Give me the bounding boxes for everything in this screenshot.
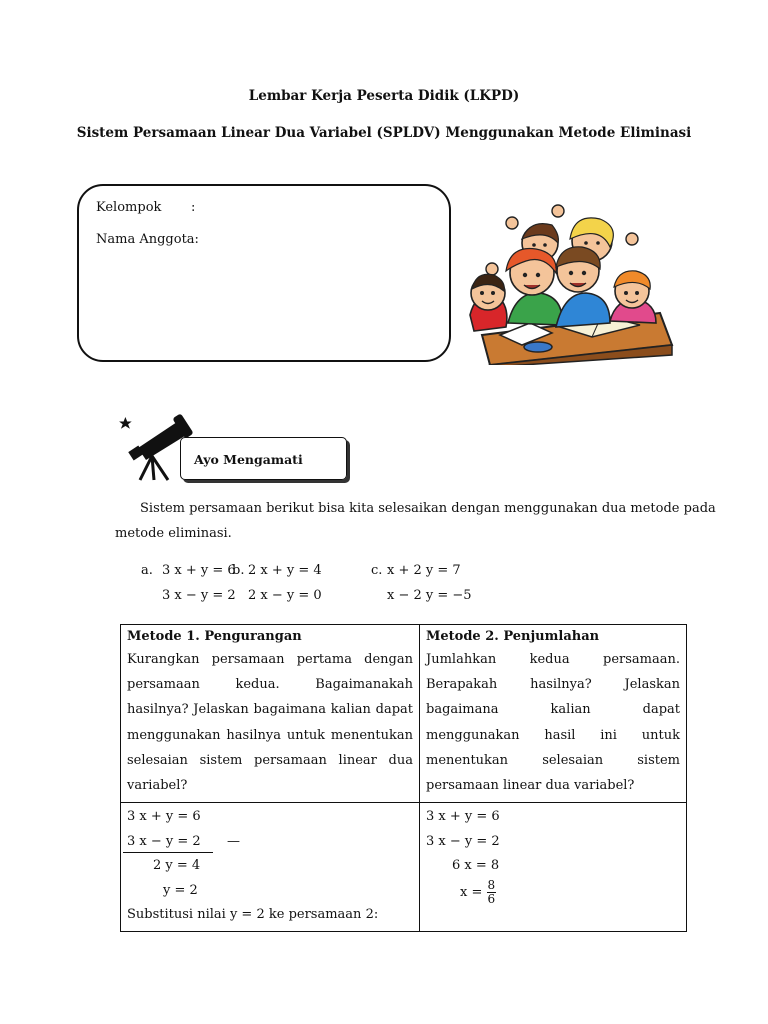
fraction [487, 879, 497, 906]
intro-line-2: metode eliminasi. [115, 526, 232, 541]
kelompok-colon: : [191, 200, 196, 215]
work-2-line-4 [426, 879, 680, 906]
system-b-eq1: 2 x + y = 4 [248, 563, 322, 578]
subtraction-sign: — [227, 833, 240, 849]
system-c-eq1: x + 2 y = 7 [387, 563, 461, 578]
methods-table [120, 624, 687, 932]
section-label: Ayo Mengamati [194, 452, 303, 467]
method-1-cell [121, 625, 420, 803]
kelompok-row [96, 200, 196, 215]
page-subtitle: Sistem Persamaan Linear Dua Variabel (SPLDV) Menggunakan Metode Eliminasi [76, 125, 692, 141]
work-2-line-3: 6 x = 8 [452, 858, 500, 873]
system-a-label: a. [141, 563, 153, 578]
method-1-work [127, 805, 413, 928]
system-c-eq2: x − 2 y = −5 [387, 588, 472, 603]
method-2-work-cell [420, 803, 687, 932]
work-2-line-1: 3 x + y = 6 [426, 809, 500, 824]
method-2-title: Metode 2. Penjumlahan [426, 629, 600, 644]
section-label-box [180, 437, 347, 480]
work-1-line-2-row [127, 830, 413, 855]
method-2-description: Jumlahkan kedua persamaan. Berapakah hasilnya? Jelaskan bagaimana kalian dapat menggunakan hasil ini untuk menentukan selesaian sistem persamaan linear dua variabel? [426, 652, 680, 794]
work-1-line-2: 3 x − y = 2 [127, 833, 201, 849]
method-1-work-cell [121, 803, 420, 932]
intro-line-1: Sistem persamaan berikut bisa kita selesaikan dengan menggunakan dua metode pada [140, 501, 716, 516]
fraction-numerator: 8 [487, 877, 496, 892]
work-2-line-2: 3 x − y = 2 [426, 833, 500, 849]
system-b-eq2: 2 x − y = 0 [248, 588, 322, 603]
method-1-title: Metode 1. Pengurangan [127, 629, 302, 644]
method-2-work [426, 805, 680, 906]
work-1-line-4: y = 2 [163, 882, 198, 898]
method-1-description: Kurangkan persamaan pertama dengan persamaan kedua. Bagaimanakah hasilnya? Jelaskan bagaimana kalian dapat menggunakan hasilnya untuk menentukan selesaian sistem persamaan linear dua variabel? [127, 652, 413, 794]
system-a-eq2: 3 x − y = 2 [162, 588, 236, 603]
page-title: Lembar Kerja Peserta Didik (LKPD) [248, 88, 520, 104]
children-studying-illustration [460, 195, 675, 365]
table-row [121, 625, 687, 803]
table-row [121, 803, 687, 932]
method-2-cell [420, 625, 687, 803]
work-1-line-3: 2 y = 4 [153, 858, 201, 873]
nama-anggota-label: Nama Anggota: [96, 232, 199, 247]
work-1-line-1: 3 x + y = 6 [127, 809, 201, 824]
system-a-eq1: 3 x + y = 6 [162, 563, 236, 578]
fraction-denominator: 6 [487, 891, 496, 906]
kelompok-label: Kelompok [96, 200, 162, 215]
system-b-label: b. [232, 563, 245, 578]
work-1-line-5 [127, 903, 413, 928]
sum-line [123, 852, 213, 853]
work-2-line-4-lhs: x = [460, 884, 483, 900]
work-1-line-5-eq: y = 2 [229, 907, 265, 922]
group-info-box [77, 184, 451, 362]
work-1-line-5-post: ke persamaan 2: [268, 907, 379, 922]
work-1-line-5-pre: Substitusi nilai [127, 907, 226, 922]
system-c-label: c. [371, 563, 383, 578]
